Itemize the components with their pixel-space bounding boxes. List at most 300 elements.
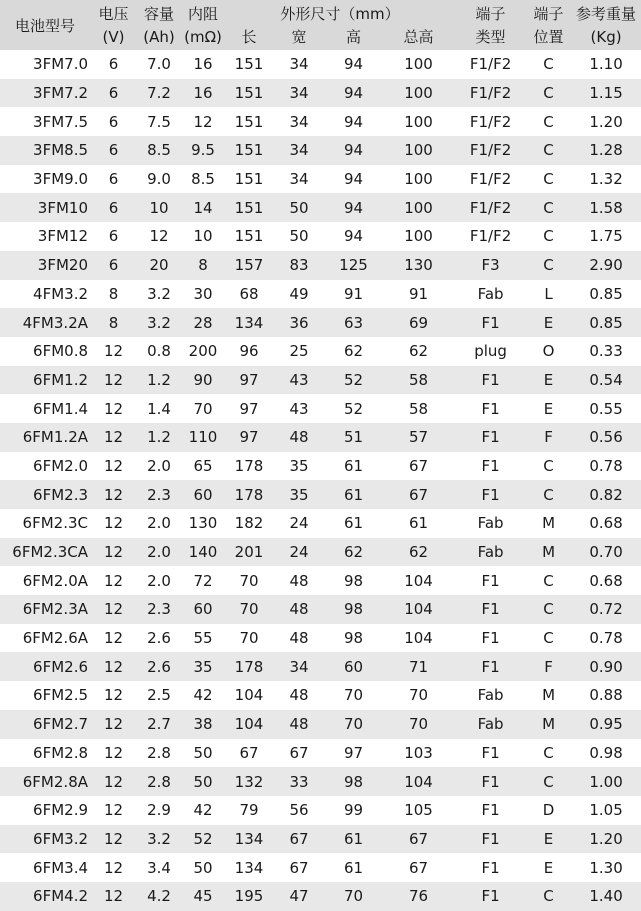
table-row [0, 710, 641, 739]
cell-terminal-type: F3 [455, 251, 526, 280]
cell-length: 132 [225, 767, 273, 796]
cell-terminal-type: plug [455, 337, 526, 366]
table-row [0, 308, 641, 337]
header-dimensions-group: 外形尺寸（mm） [225, 0, 455, 27]
cell-terminal-type: F1 [455, 480, 526, 509]
cell-width: 50 [273, 222, 325, 251]
cell-voltage: 12 [90, 452, 137, 481]
cell-total-height: 76 [382, 882, 455, 911]
cell-width: 43 [273, 366, 325, 395]
cell-terminal-position: D [526, 796, 571, 825]
cell-width: 48 [273, 681, 325, 710]
cell-voltage: 8 [90, 280, 137, 309]
cell-capacity: 2.3 [137, 480, 181, 509]
cell-height: 98 [325, 595, 382, 624]
table-row [0, 280, 641, 309]
cell-model: 6FM2.5 [0, 681, 90, 710]
cell-weight: 1.20 [571, 825, 641, 854]
table-row [0, 366, 641, 395]
cell-total-height: 100 [382, 136, 455, 165]
table-row [0, 337, 641, 366]
cell-model: 6FM2.8 [0, 739, 90, 768]
cell-terminal-type: Fab [455, 538, 526, 567]
cell-resistance: 12 [181, 107, 225, 136]
cell-width: 48 [273, 624, 325, 653]
cell-height: 61 [325, 452, 382, 481]
cell-voltage: 12 [90, 882, 137, 911]
cell-height: 63 [325, 308, 382, 337]
cell-voltage: 6 [90, 251, 137, 280]
cell-voltage: 12 [90, 595, 137, 624]
cell-resistance: 60 [181, 595, 225, 624]
header-width: 宽 [273, 27, 325, 50]
table-row [0, 136, 641, 165]
cell-terminal-position: E [526, 825, 571, 854]
cell-voltage: 12 [90, 710, 137, 739]
cell-voltage: 12 [90, 394, 137, 423]
cell-resistance: 55 [181, 624, 225, 653]
cell-model: 6FM2.6 [0, 652, 90, 681]
cell-weight: 1.28 [571, 136, 641, 165]
cell-width: 83 [273, 251, 325, 280]
cell-voltage: 6 [90, 79, 137, 108]
cell-capacity: 0.8 [137, 337, 181, 366]
cell-voltage: 12 [90, 825, 137, 854]
cell-capacity: 2.9 [137, 796, 181, 825]
cell-weight: 1.15 [571, 79, 641, 108]
cell-height: 98 [325, 624, 382, 653]
cell-terminal-position: C [526, 595, 571, 624]
cell-terminal-position: C [526, 882, 571, 911]
cell-length: 151 [225, 50, 273, 79]
cell-length: 104 [225, 681, 273, 710]
cell-total-height: 71 [382, 652, 455, 681]
cell-terminal-type: F1 [455, 595, 526, 624]
table-row [0, 222, 641, 251]
cell-height: 94 [325, 165, 382, 194]
cell-weight: 0.98 [571, 739, 641, 768]
table-header [0, 0, 641, 50]
cell-total-height: 69 [382, 308, 455, 337]
cell-total-height: 100 [382, 79, 455, 108]
cell-total-height: 100 [382, 193, 455, 222]
cell-terminal-type: F1/F2 [455, 165, 526, 194]
cell-terminal-type: F1 [455, 566, 526, 595]
cell-terminal-type: F1 [455, 423, 526, 452]
cell-terminal-type: F1 [455, 366, 526, 395]
cell-resistance: 42 [181, 796, 225, 825]
cell-total-height: 62 [382, 538, 455, 567]
cell-voltage: 12 [90, 480, 137, 509]
cell-weight: 0.68 [571, 509, 641, 538]
cell-height: 125 [325, 251, 382, 280]
cell-model: 6FM1.2A [0, 423, 90, 452]
cell-height: 51 [325, 423, 382, 452]
cell-width: 48 [273, 595, 325, 624]
cell-width: 56 [273, 796, 325, 825]
cell-terminal-position: E [526, 366, 571, 395]
cell-length: 97 [225, 394, 273, 423]
cell-resistance: 8.5 [181, 165, 225, 194]
cell-voltage: 12 [90, 652, 137, 681]
cell-voltage: 12 [90, 681, 137, 710]
cell-resistance: 65 [181, 452, 225, 481]
cell-length: 151 [225, 222, 273, 251]
cell-model: 6FM2.3CA [0, 538, 90, 567]
cell-length: 70 [225, 566, 273, 595]
cell-weight: 1.30 [571, 853, 641, 882]
cell-width: 67 [273, 825, 325, 854]
cell-width: 67 [273, 853, 325, 882]
table-row [0, 796, 641, 825]
cell-terminal-type: Fab [455, 710, 526, 739]
cell-height: 94 [325, 193, 382, 222]
cell-length: 104 [225, 710, 273, 739]
cell-model: 6FM2.7 [0, 710, 90, 739]
cell-terminal-type: F1 [455, 624, 526, 653]
cell-height: 94 [325, 79, 382, 108]
cell-voltage: 12 [90, 566, 137, 595]
cell-capacity: 3.2 [137, 308, 181, 337]
cell-terminal-position: C [526, 79, 571, 108]
cell-total-height: 70 [382, 681, 455, 710]
cell-terminal-type: Fab [455, 280, 526, 309]
table-row [0, 566, 641, 595]
cell-resistance: 14 [181, 193, 225, 222]
cell-voltage: 12 [90, 624, 137, 653]
cell-terminal-position: C [526, 107, 571, 136]
table-row [0, 79, 641, 108]
cell-length: 134 [225, 853, 273, 882]
cell-capacity: 10 [137, 193, 181, 222]
cell-width: 35 [273, 452, 325, 481]
cell-terminal-type: F1/F2 [455, 136, 526, 165]
header-capacity-unit: (Ah) [137, 27, 181, 50]
cell-voltage: 12 [90, 366, 137, 395]
cell-length: 134 [225, 825, 273, 854]
table-row [0, 50, 641, 79]
cell-model: 3FM7.5 [0, 107, 90, 136]
table-row [0, 107, 641, 136]
cell-height: 94 [325, 222, 382, 251]
cell-total-height: 61 [382, 509, 455, 538]
cell-height: 98 [325, 767, 382, 796]
cell-weight: 0.33 [571, 337, 641, 366]
cell-width: 34 [273, 136, 325, 165]
cell-model: 3FM20 [0, 251, 90, 280]
cell-width: 67 [273, 739, 325, 768]
cell-weight: 0.82 [571, 480, 641, 509]
cell-height: 52 [325, 394, 382, 423]
cell-height: 61 [325, 825, 382, 854]
cell-voltage: 6 [90, 165, 137, 194]
cell-terminal-position: C [526, 251, 571, 280]
cell-capacity: 2.6 [137, 652, 181, 681]
cell-model: 6FM2.0 [0, 452, 90, 481]
cell-model: 3FM9.0 [0, 165, 90, 194]
cell-model: 6FM0.8 [0, 337, 90, 366]
cell-total-height: 57 [382, 423, 455, 452]
cell-resistance: 50 [181, 853, 225, 882]
cell-capacity: 12 [137, 222, 181, 251]
cell-terminal-type: F1/F2 [455, 193, 526, 222]
cell-model: 4FM3.2A [0, 308, 90, 337]
cell-model: 6FM2.8A [0, 767, 90, 796]
cell-total-height: 104 [382, 767, 455, 796]
cell-resistance: 30 [181, 280, 225, 309]
header-weight-unit: (Kg) [571, 27, 641, 50]
cell-length: 151 [225, 79, 273, 108]
cell-length: 97 [225, 423, 273, 452]
cell-height: 60 [325, 652, 382, 681]
cell-model: 3FM12 [0, 222, 90, 251]
table-row [0, 767, 641, 796]
cell-capacity: 1.2 [137, 366, 181, 395]
cell-terminal-position: O [526, 337, 571, 366]
cell-voltage: 12 [90, 509, 137, 538]
table-row [0, 853, 641, 882]
cell-terminal-position: C [526, 739, 571, 768]
cell-terminal-type: Fab [455, 509, 526, 538]
cell-capacity: 7.5 [137, 107, 181, 136]
header-terminal-type: 端子 [455, 0, 526, 27]
cell-height: 99 [325, 796, 382, 825]
header-height: 高 [325, 27, 382, 50]
cell-terminal-position: C [526, 136, 571, 165]
header-weight: 参考重量 [571, 0, 641, 27]
cell-capacity: 8.5 [137, 136, 181, 165]
cell-terminal-position: C [526, 193, 571, 222]
cell-weight: 0.55 [571, 394, 641, 423]
cell-terminal-position: M [526, 681, 571, 710]
cell-total-height: 100 [382, 165, 455, 194]
cell-height: 94 [325, 50, 382, 79]
cell-length: 178 [225, 480, 273, 509]
cell-length: 151 [225, 193, 273, 222]
cell-width: 33 [273, 767, 325, 796]
cell-model: 6FM1.4 [0, 394, 90, 423]
cell-capacity: 3.4 [137, 853, 181, 882]
cell-resistance: 28 [181, 308, 225, 337]
cell-height: 70 [325, 882, 382, 911]
cell-terminal-type: F1 [455, 739, 526, 768]
cell-capacity: 1.2 [137, 423, 181, 452]
cell-capacity: 2.0 [137, 566, 181, 595]
cell-terminal-position: M [526, 710, 571, 739]
cell-width: 24 [273, 509, 325, 538]
cell-terminal-position: M [526, 509, 571, 538]
cell-model: 3FM8.5 [0, 136, 90, 165]
table-row [0, 423, 641, 452]
cell-resistance: 72 [181, 566, 225, 595]
cell-weight: 0.68 [571, 566, 641, 595]
cell-capacity: 2.3 [137, 595, 181, 624]
cell-model: 6FM2.0A [0, 566, 90, 595]
cell-terminal-type: F1 [455, 394, 526, 423]
cell-resistance: 110 [181, 423, 225, 452]
cell-model: 6FM4.2 [0, 882, 90, 911]
cell-voltage: 12 [90, 767, 137, 796]
cell-capacity: 2.0 [137, 538, 181, 567]
cell-weight: 0.56 [571, 423, 641, 452]
cell-terminal-position: F [526, 652, 571, 681]
cell-capacity: 4.2 [137, 882, 181, 911]
cell-capacity: 2.0 [137, 452, 181, 481]
cell-terminal-type: F1 [455, 853, 526, 882]
cell-length: 178 [225, 652, 273, 681]
cell-weight: 0.88 [571, 681, 641, 710]
cell-terminal-type: F1 [455, 796, 526, 825]
table-row [0, 739, 641, 768]
cell-weight: 0.78 [571, 452, 641, 481]
cell-capacity: 3.2 [137, 280, 181, 309]
cell-total-height: 105 [382, 796, 455, 825]
cell-terminal-type: F1 [455, 882, 526, 911]
cell-weight: 0.70 [571, 538, 641, 567]
table-row [0, 251, 641, 280]
cell-terminal-type: F1 [455, 308, 526, 337]
header-terminal-position-sub: 位置 [526, 27, 571, 50]
header-resistance-unit: (mΩ) [181, 27, 225, 50]
cell-total-height: 67 [382, 452, 455, 481]
cell-voltage: 12 [90, 739, 137, 768]
cell-voltage: 6 [90, 50, 137, 79]
cell-terminal-position: E [526, 394, 571, 423]
cell-weight: 0.85 [571, 308, 641, 337]
cell-resistance: 8 [181, 251, 225, 280]
cell-total-height: 91 [382, 280, 455, 309]
cell-resistance: 9.5 [181, 136, 225, 165]
cell-resistance: 52 [181, 825, 225, 854]
cell-width: 34 [273, 165, 325, 194]
cell-height: 91 [325, 280, 382, 309]
cell-capacity: 1.4 [137, 394, 181, 423]
cell-height: 62 [325, 538, 382, 567]
cell-length: 67 [225, 739, 273, 768]
cell-capacity: 7.0 [137, 50, 181, 79]
cell-width: 25 [273, 337, 325, 366]
table-row [0, 882, 641, 911]
cell-voltage: 6 [90, 107, 137, 136]
header-voltage-unit: (V) [90, 27, 137, 50]
cell-model: 3FM7.2 [0, 79, 90, 108]
cell-weight: 1.05 [571, 796, 641, 825]
header-resistance: 内阻 [181, 0, 225, 27]
cell-resistance: 50 [181, 739, 225, 768]
cell-resistance: 16 [181, 50, 225, 79]
cell-model: 6FM2.3A [0, 595, 90, 624]
cell-capacity: 2.0 [137, 509, 181, 538]
cell-length: 97 [225, 366, 273, 395]
cell-weight: 0.78 [571, 624, 641, 653]
cell-height: 94 [325, 136, 382, 165]
cell-voltage: 12 [90, 423, 137, 452]
cell-length: 182 [225, 509, 273, 538]
cell-terminal-position: C [526, 165, 571, 194]
cell-height: 70 [325, 710, 382, 739]
cell-height: 62 [325, 337, 382, 366]
cell-length: 178 [225, 452, 273, 481]
cell-voltage: 12 [90, 796, 137, 825]
cell-voltage: 6 [90, 222, 137, 251]
cell-terminal-position: E [526, 853, 571, 882]
cell-length: 151 [225, 165, 273, 194]
cell-terminal-position: C [526, 452, 571, 481]
table-row [0, 193, 641, 222]
cell-capacity: 7.2 [137, 79, 181, 108]
cell-resistance: 130 [181, 509, 225, 538]
cell-capacity: 2.7 [137, 710, 181, 739]
cell-resistance: 16 [181, 79, 225, 108]
cell-weight: 1.58 [571, 193, 641, 222]
cell-capacity: 2.8 [137, 767, 181, 796]
header-capacity: 容量 [137, 0, 181, 27]
cell-length: 70 [225, 595, 273, 624]
cell-weight: 0.85 [571, 280, 641, 309]
cell-model: 6FM2.3 [0, 480, 90, 509]
cell-length: 70 [225, 624, 273, 653]
header-length: 长 [225, 27, 273, 50]
table-row [0, 652, 641, 681]
cell-capacity: 9.0 [137, 165, 181, 194]
cell-total-height: 58 [382, 394, 455, 423]
cell-resistance: 50 [181, 767, 225, 796]
cell-weight: 1.00 [571, 767, 641, 796]
cell-terminal-position: C [526, 767, 571, 796]
cell-terminal-position: C [526, 480, 571, 509]
cell-terminal-position: E [526, 308, 571, 337]
cell-model: 3FM10 [0, 193, 90, 222]
header-terminal-position: 端子 [526, 0, 571, 27]
cell-length: 151 [225, 136, 273, 165]
cell-height: 61 [325, 480, 382, 509]
cell-height: 61 [325, 509, 382, 538]
table-row [0, 394, 641, 423]
cell-model: 6FM2.9 [0, 796, 90, 825]
cell-weight: 1.20 [571, 107, 641, 136]
cell-voltage: 12 [90, 538, 137, 567]
cell-width: 48 [273, 566, 325, 595]
cell-resistance: 90 [181, 366, 225, 395]
cell-weight: 0.54 [571, 366, 641, 395]
cell-resistance: 38 [181, 710, 225, 739]
cell-terminal-type: F1 [455, 652, 526, 681]
cell-model: 4FM3.2 [0, 280, 90, 309]
table-row [0, 538, 641, 567]
cell-weight: 1.10 [571, 50, 641, 79]
cell-terminal-type: F1 [455, 767, 526, 796]
header-model: 电池型号 [0, 0, 90, 50]
cell-voltage: 6 [90, 136, 137, 165]
cell-resistance: 10 [181, 222, 225, 251]
cell-width: 50 [273, 193, 325, 222]
cell-width: 34 [273, 79, 325, 108]
cell-width: 34 [273, 50, 325, 79]
table-row [0, 681, 641, 710]
cell-height: 52 [325, 366, 382, 395]
cell-resistance: 200 [181, 337, 225, 366]
cell-terminal-type: Fab [455, 681, 526, 710]
cell-capacity: 20 [137, 251, 181, 280]
cell-terminal-position: C [526, 566, 571, 595]
cell-width: 34 [273, 652, 325, 681]
cell-length: 96 [225, 337, 273, 366]
cell-model: 6FM3.2 [0, 825, 90, 854]
table-row [0, 452, 641, 481]
cell-terminal-position: M [526, 538, 571, 567]
cell-weight: 1.40 [571, 882, 641, 911]
cell-weight: 2.90 [571, 251, 641, 280]
